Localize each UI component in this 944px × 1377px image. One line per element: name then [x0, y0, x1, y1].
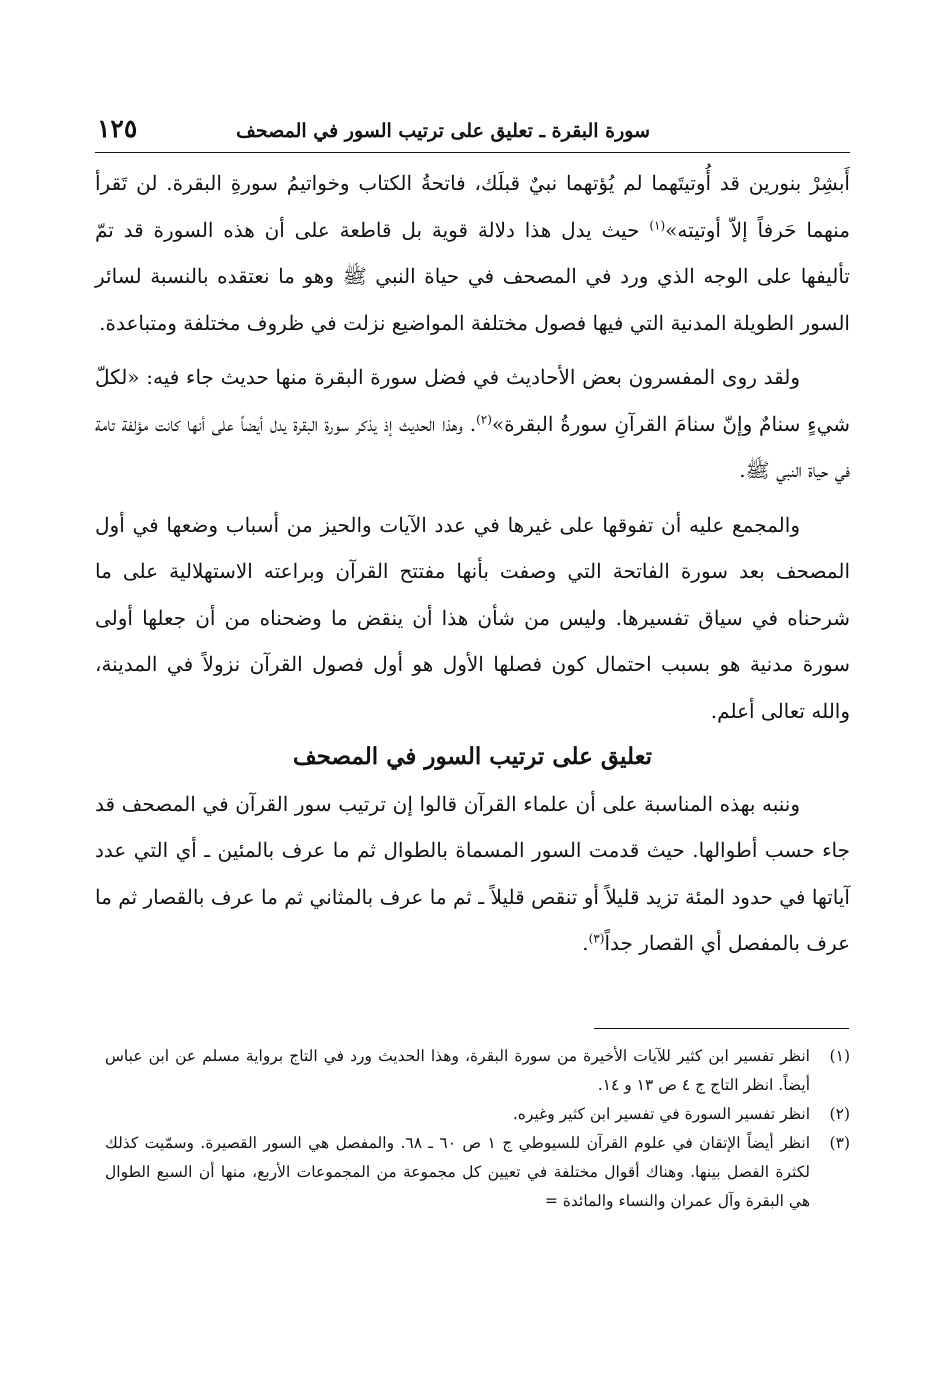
paragraph-2-text-b: . وهذا الحديث إذ يذكر سورة البقرة يدل أيضاً على أنها كانت مؤلفة تامة في حياة النبي ﷺ.: [95, 411, 850, 482]
main-text: [95, 160, 850, 967]
page-header: [95, 112, 850, 153]
footnotes: [105, 1042, 850, 1216]
footnote-text: انظر أيضاً الإتقان في علوم القرآن للسيوطي ج ١ ص ٦٠ ـ ٦٨. والمفصل هي السور القصيرة. وسمّيت كذلك لكثرة الفصل بينها. وهناك أقوال مختلفة في تعيين كل مجموعة من المجموعات الأربع، منها أن السبع الطوال هي البقرة وآل عمران والنساء والمائدة =: [105, 1134, 810, 1210]
paragraph-2: [95, 354, 850, 494]
footnote-divider: [594, 1028, 849, 1029]
footnote-text: انظر تفسير السورة في تفسير ابن كثير وغيره.: [512, 1105, 810, 1123]
paragraph-4-text-a: وننبه بهذه المناسبة على أن علماء القرآن قالوا إن ترتيب سور القرآن في المصحف قد جاء حسب أطوالها. حيث قدمت السور المسماة بالطوال ثم ما عرف بالمئين ـ أي التي عدد آياتها في حدود المئة تزيد قليلاً أو تنقص قليلاً ـ ثم ما عرف بالمثاني ثم ما عرف بالقصار ثم ما عرف بالمفصل أي القصار جداً: [95, 791, 850, 955]
paragraph-2-text-a: ولقد روى المفسرون بعض الأحاديث في فضل سورة البقرة منها حديث جاء فيه: «لكلّ شيءٍ سنامٌ وإنّ سنامَ القرآنِ سورةُ البقرة»: [95, 365, 850, 436]
footnote-1: [105, 1042, 850, 1100]
footnote-number: (٣): [829, 1134, 850, 1152]
paragraph-1: [95, 160, 850, 346]
footnote-number: (١): [829, 1047, 850, 1065]
running-title: سورة البقرة ـ تعليق على ترتيب السور في المصحف: [236, 120, 650, 142]
footnote-ref-3: (٣): [588, 931, 605, 946]
paragraph-4-text-b: .: [582, 931, 589, 955]
paragraph-1-text-b: حيث يدل هذا دلالة قوية بل قاطعة على أن هذه السورة قد تمّ تأليفها على الوجه الذي ورد في المصحف في حياة النبي ﷺ وهو ما نعتقده بالنسبة لسائر السور الطويلة المدنية التي فيها فصول مختلفة المواضيع نزلت في ظروف مختلفة ومتباعدة.: [95, 217, 850, 335]
footnote-number: (٢): [829, 1105, 850, 1123]
paragraph-4: [95, 781, 850, 967]
paragraph-1-text-a: أَبشِرْ بنورين قد أُوتيتَهما لم يُؤتهما نبيٌ قبلَك، فاتحةُ الكتاب وخواتيمُ سورةِ البقرة. لن تَقرأ منهما حَرفاً إلاّ أوتيته»: [95, 171, 850, 242]
footnote-ref-1: (١): [649, 217, 666, 232]
footnote-text: انظر تفسير ابن كثير للآيات الأخيرة من سورة البقرة، وهذا الحديث ورد في التاج برواية مسلم عن ابن عباس أيضاً. انظر التاج ج ٤ ص ١٣ و ١٤.: [105, 1047, 810, 1094]
footnote-2: [105, 1100, 850, 1129]
footnote-3: [105, 1129, 850, 1216]
footnote-ref-2: (٢): [476, 411, 492, 426]
section-title: تعليق على ترتيب السور في المصحف: [292, 743, 653, 770]
paragraph-3: والمجمع عليه أن تفوقها على غيرها في عدد الآيات والحيز من أسباب وضعها في أول المصحف بعد سورة الفاتحة التي وصفت بأنها مفتتح القرآن وبراعته الاستهلالية على ما شرحناه في سياق تفسيرها. وليس من شأن هذا أن ينقض ما وضحناه من أن جعلها أولى سورة مدنية هو بسبب احتمال كون فصلها الأول هو أول فصول القرآن نزولاً في المدينة، والله تعالى أعلم.: [95, 512, 850, 723]
page-number: ١٢٥: [97, 114, 138, 143]
